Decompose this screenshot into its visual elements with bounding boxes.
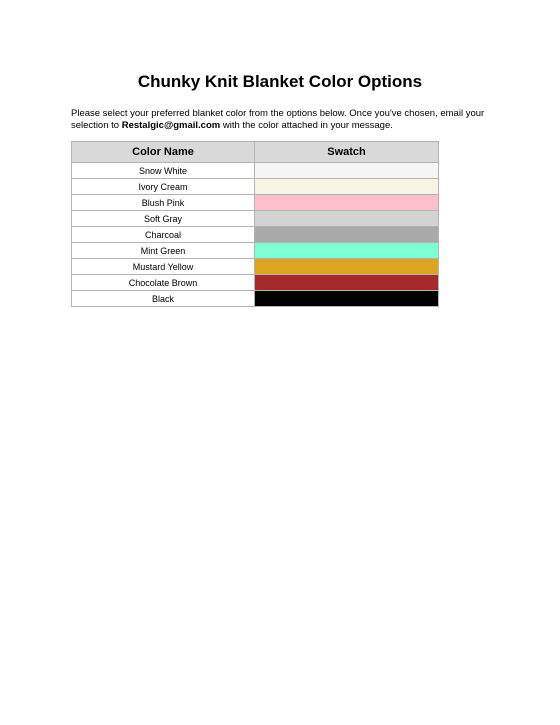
color-options-table — [71, 141, 439, 307]
page-title: Chunky Knit Blanket Color Options — [137, 72, 423, 91]
color-swatch — [255, 243, 439, 259]
contact-email: Restalgic@gmail.com — [121, 120, 221, 131]
table-row — [72, 243, 439, 259]
intro-paragraph — [71, 108, 491, 132]
color-swatch — [255, 163, 439, 179]
color-name-cell: Mint Green — [72, 243, 255, 259]
color-swatch — [255, 211, 439, 227]
color-swatch — [255, 275, 439, 291]
table-row — [72, 275, 439, 291]
color-name-header: Color Name — [72, 142, 255, 163]
intro-text-before: Please select your preferred blanket color from the options below. Once you've chosen, email your selection to — [71, 108, 485, 131]
table-row — [72, 179, 439, 195]
color-swatch — [255, 179, 439, 195]
color-name-cell: Blush Pink — [72, 195, 255, 211]
color-swatch — [255, 227, 439, 243]
intro-text-after: with the color attached in your message. — [220, 120, 393, 131]
color-name-cell: Snow White — [72, 163, 255, 179]
table-row — [72, 163, 439, 179]
color-name-cell: Chocolate Brown — [72, 275, 255, 291]
color-swatch — [255, 195, 439, 211]
table-row — [72, 227, 439, 243]
table-header-row — [72, 142, 439, 163]
color-name-cell: Mustard Yellow — [72, 259, 255, 275]
color-name-cell: Soft Gray — [72, 211, 255, 227]
table-row — [72, 291, 439, 307]
color-name-cell: Black — [72, 291, 255, 307]
color-swatch — [255, 259, 439, 275]
color-swatch — [255, 291, 439, 307]
color-name-cell: Ivory Cream — [72, 179, 255, 195]
table-row — [72, 195, 439, 211]
table-row — [72, 259, 439, 275]
table-row — [72, 211, 439, 227]
color-name-cell: Charcoal — [72, 227, 255, 243]
swatch-header: Swatch — [255, 142, 439, 163]
